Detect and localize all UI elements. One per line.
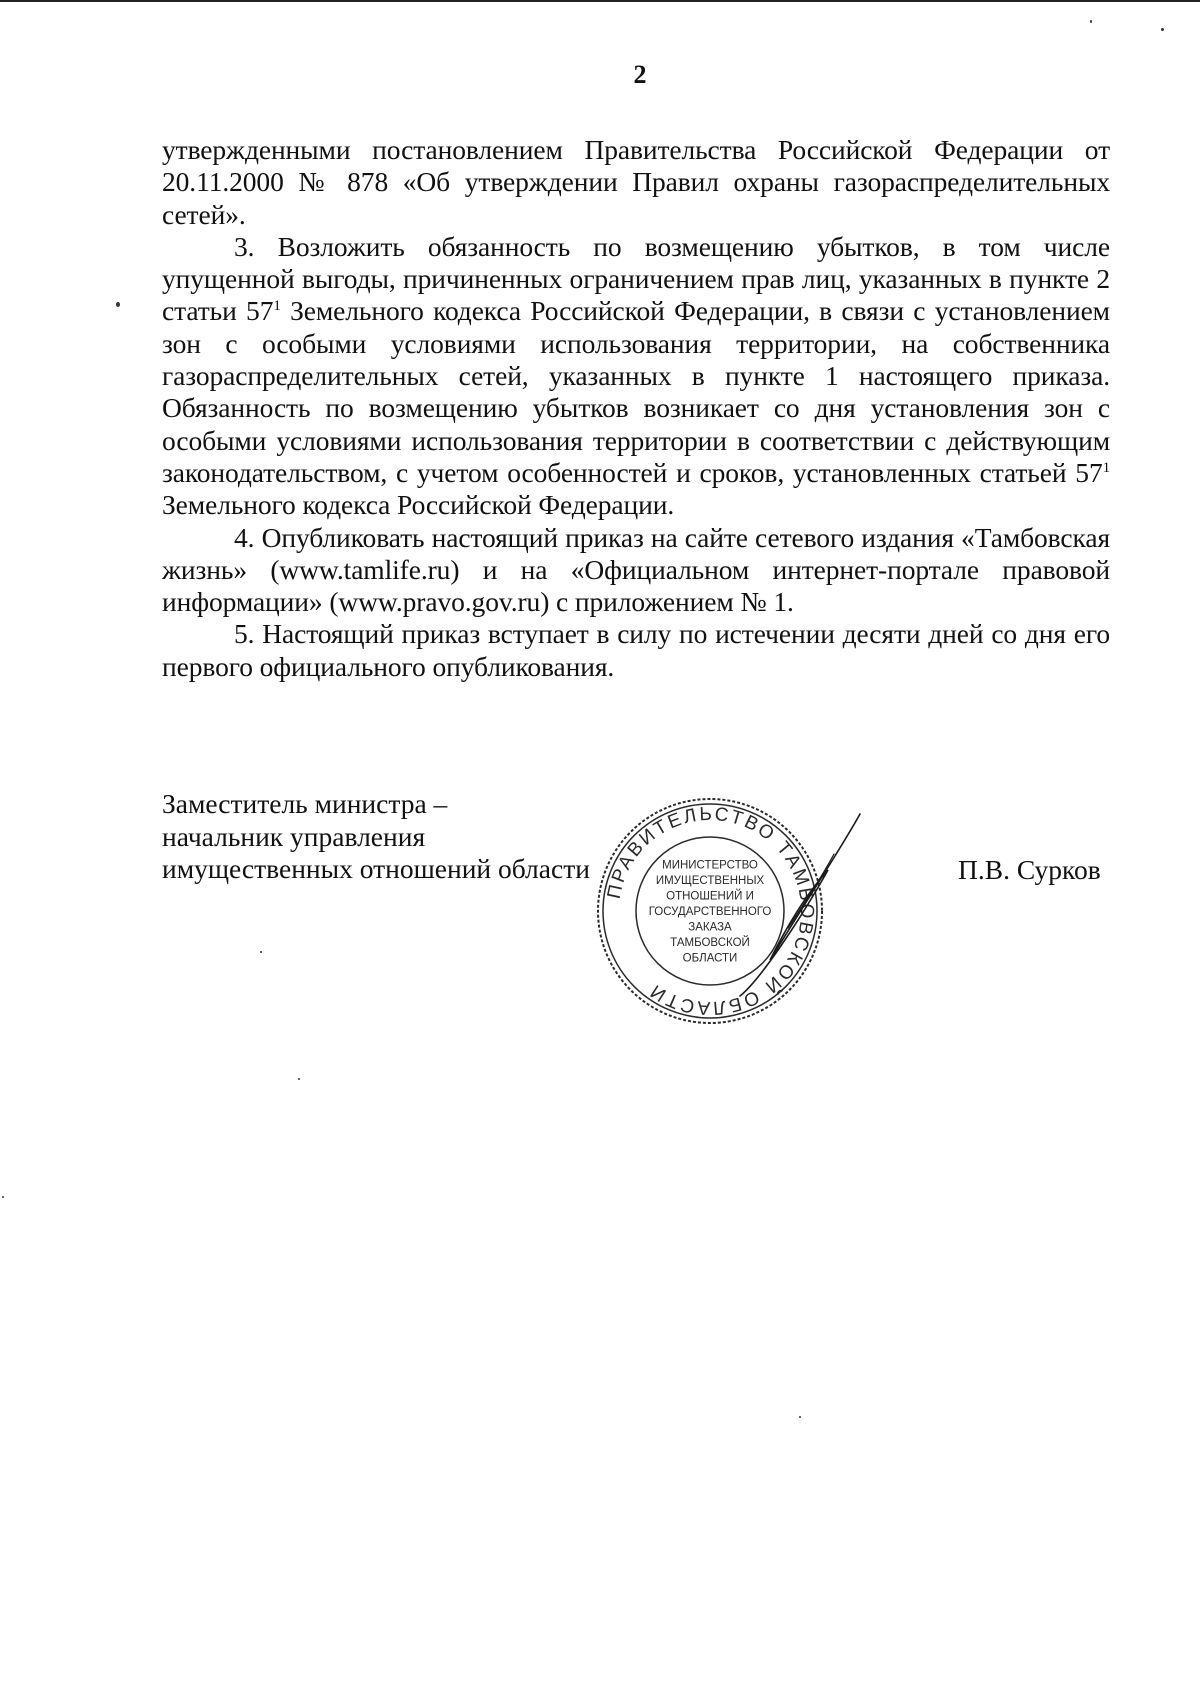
seal-inner-line: МИНИСТЕРСТВО bbox=[662, 859, 758, 872]
paragraph-text: утвержденными постановлением Правительства Российской Федерации от 20.11.2000 № 878 «Об утверждении Правил охраны газораспределительных сетей». bbox=[162, 134, 1110, 230]
superscript-index: 1 bbox=[1102, 459, 1110, 476]
scan-speck bbox=[2, 1196, 4, 1198]
signer-position-line: Заместитель министра – bbox=[162, 788, 448, 819]
seal-inner-line: ЗАКАЗА bbox=[688, 921, 732, 934]
signer-position-line: имущественных отношений области bbox=[162, 853, 590, 884]
signer-position bbox=[162, 788, 590, 886]
seal-inner-line: ОТНОШЕНИЙ И bbox=[666, 890, 754, 903]
handwritten-signature bbox=[730, 810, 870, 1000]
paragraph-text: Земельного кодекса Российской Федерации. bbox=[162, 489, 675, 521]
signer-name: П.В. Сурков bbox=[958, 854, 1101, 885]
page-top-edge bbox=[0, 0, 1200, 2]
document-body bbox=[162, 134, 1110, 683]
seal-inner-line: ОБЛАСТИ bbox=[682, 952, 738, 965]
scan-speck bbox=[1090, 20, 1092, 23]
scan-speck bbox=[116, 302, 120, 307]
page-number: 2 bbox=[633, 60, 647, 89]
body-paragraph bbox=[162, 618, 1110, 683]
scan-speck bbox=[799, 1416, 801, 1418]
paragraph-text: 4. Опубликовать настоящий приказ на сайте сетевого издания «Тамбовская жизнь» (www.tamlife.ru) и на «Официальном интернет-портале правовой информации» (www.pravo.gov.ru) с приложением № 1. bbox=[162, 521, 1110, 618]
seal-inner-line: ТАМБОВСКОЙ bbox=[670, 937, 750, 949]
paragraph-text: 3. Возложить обязанность по возмещению убытков, в том числе упущенной выгоды, причиненных ограничением прав лиц, указанных в пункте 2 статьи 57 bbox=[162, 230, 1110, 327]
body-paragraph bbox=[162, 134, 1110, 231]
scan-speck bbox=[298, 1078, 300, 1080]
seal-inner-line: ГОСУДАРСТВЕННОГО bbox=[648, 906, 772, 918]
body-paragraph bbox=[162, 231, 1110, 522]
paragraph-text: 5. Настоящий приказ вступает в силу по истечении десяти дней со дня его первого официального опубликования. bbox=[162, 618, 1110, 682]
scan-speck bbox=[260, 951, 262, 953]
signer-position-line: начальник управления bbox=[162, 820, 426, 852]
body-paragraph bbox=[162, 522, 1110, 619]
paragraph-text: Земельного кодекса Российской Федерации, в связи с установлением зон с особыми условиями использования территории, на собственника газораспределительных сетей, указанных в пункте 1 настоящего приказа. Обязанность по возмещению убытков возникает со дня установления зон с особыми условиями использования территории в соответствии с действующим законодательством, с учетом особенностей и сроков, установленных статьей 57 bbox=[162, 295, 1110, 488]
superscript-index: 1 bbox=[273, 298, 281, 315]
seal-outer-text: ПРАВИТЕЛЬСТВО ТАМБОВСКОЙ ОБЛАСТИ bbox=[603, 803, 818, 1019]
seal-inner-line: ИМУЩЕСТВЕННЫХ bbox=[655, 875, 765, 887]
scan-speck bbox=[1161, 28, 1164, 31]
